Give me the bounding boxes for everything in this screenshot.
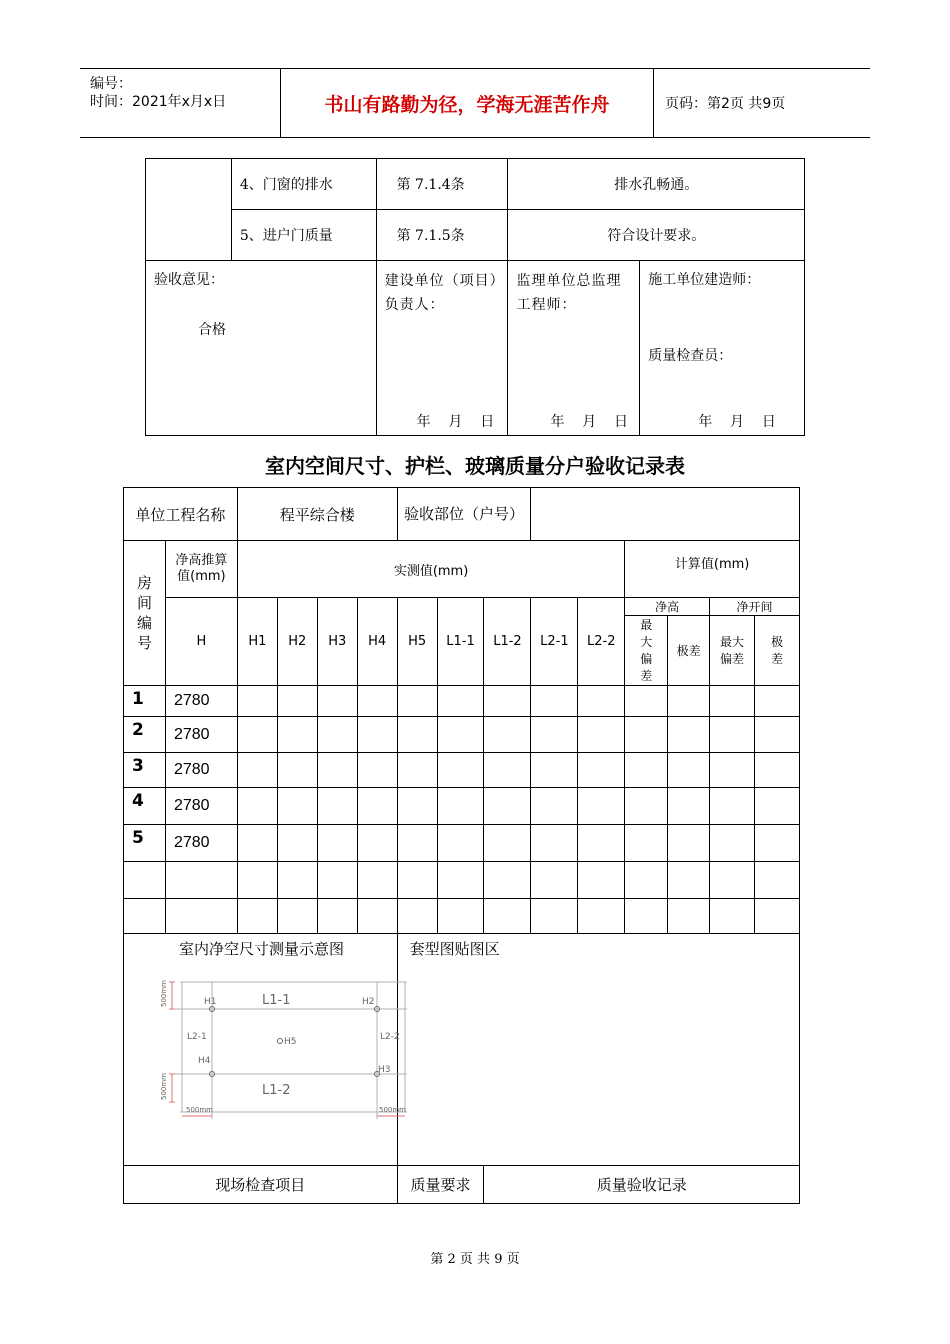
value-cell [531,825,578,862]
value-cell [484,686,531,717]
value-cell [531,862,578,899]
value-cell [437,753,484,788]
value-cell [397,753,437,788]
value-cell [578,788,625,825]
room-number-cell [124,862,166,899]
date-blank: 年 月 日 [416,414,495,430]
item-cell: 5、进户门质量 [231,210,376,261]
contractor-sign-cell [640,261,805,436]
value-cell [437,717,484,753]
value-cell [578,899,625,934]
room-number-cell: 5 [124,825,166,862]
value-cell [578,825,625,862]
measure-col-header: L2-2 [578,598,625,686]
value-cell [357,825,397,862]
value-cell [531,717,578,753]
value-cell [277,753,317,788]
value-cell [237,686,277,717]
value-cell [317,717,357,753]
value-cell [317,753,357,788]
value-cell [531,788,578,825]
value-cell [437,899,484,934]
value-cell [668,788,710,825]
value-cell [755,899,800,934]
calc-col-header: 极差 [668,616,710,686]
value-cell [237,788,277,825]
value-cell [397,862,437,899]
opinion-value: 合格 [198,322,226,338]
value-cell [237,717,277,753]
result-cell: 符合设计要求。 [508,210,805,261]
value-cell [484,788,531,825]
value-cell [668,686,710,717]
diagram-label-h2: H2 [362,997,375,1007]
measure-col-header: L1-2 [484,598,531,686]
calc-header: 计算值(mm) [625,541,800,598]
value-cell [237,753,277,788]
value-cell [317,825,357,862]
check-item-header: 现场检查项目 [124,1166,398,1204]
value-cell [277,686,317,717]
measurement-row [124,788,800,825]
net-height-group-header: 净高 [625,598,710,616]
unit-name-value: 程平综合楼 [237,488,397,541]
diagram-label-l2-2: L2-2 [380,1032,400,1042]
page-footer: 第 2 页 共 9 页 [430,1252,520,1267]
diagram-label-h5: H5 [284,1037,297,1047]
room-number-cell [124,899,166,934]
value-cell [755,717,800,753]
builder-sign-cell [376,261,508,436]
value-cell [317,862,357,899]
room-number-cell: 2 [124,717,166,753]
value-cell [317,899,357,934]
value-cell [710,862,755,899]
measurement-table [123,487,800,1204]
measurement-row [124,753,800,788]
measurement-row [124,899,800,934]
value-cell [237,862,277,899]
merged-category-cell [146,159,232,261]
header-motto: 书山有路勤为径，学海无涯苦作舟 [281,69,654,137]
value-cell [357,899,397,934]
value-cell [531,899,578,934]
value-cell [668,753,710,788]
diagram-label-l2-1: L2-1 [187,1032,207,1042]
calc-col-header: 最大偏差 [710,616,755,686]
diagram-label-h4: H4 [198,1056,211,1066]
net-height-cell: 2780 [165,788,237,825]
value-cell [578,717,625,753]
diagram-dim-label: 500mm [160,1073,168,1100]
measurement-row [124,717,800,753]
header-meta [80,69,281,137]
value-cell [625,686,668,717]
result-cell: 排水孔畅通。 [508,159,805,210]
value-cell [437,862,484,899]
header-page-label: 页码：第2页 共9页 [665,96,786,112]
paste-label: 套型图贴图区 [409,940,500,958]
net-height-cell [165,899,237,934]
measure-col-header: H5 [397,598,437,686]
measure-col-header: H4 [357,598,397,686]
measured-header: 实测值(mm) [237,541,624,598]
net-height-header: 净高推算值(mm) [165,541,237,598]
value-cell [710,717,755,753]
calc-col-header: 最大偏差 [625,616,668,686]
diagram-label-h3: H3 [378,1065,391,1075]
value-cell [578,753,625,788]
value-cell [578,686,625,717]
value-cell [531,753,578,788]
value-cell [710,753,755,788]
floorplan-paste-area [397,934,799,1166]
part-value [531,488,800,541]
value-cell [437,825,484,862]
measure-col-header: H1 [237,598,277,686]
contractor-label: 施工单位建造师： [648,272,761,288]
supervisor-label: 监理单位总监理工程师： [516,273,622,313]
value-cell [668,862,710,899]
value-cell [484,899,531,934]
measurement-row [124,862,800,899]
value-cell [668,899,710,934]
value-cell [277,825,317,862]
value-cell [317,686,357,717]
diagram-cell [124,934,406,1166]
calc-col-header: 极差 [755,616,800,686]
value-cell [755,825,800,862]
quality-req-header: 质量要求 [397,1166,484,1204]
page-header [80,68,870,138]
form-title: 室内空间尺寸、护栏、玻璃质量分户验收记录表 [265,454,685,478]
value-cell [578,862,625,899]
date-label: 时间：2021年x月x日 [90,94,227,110]
value-cell [277,862,317,899]
value-cell [710,788,755,825]
value-cell [484,717,531,753]
value-cell [668,825,710,862]
diagram-label-h1: H1 [204,997,217,1007]
value-cell [357,753,397,788]
supervisor-sign-cell [508,261,640,436]
value-cell [755,686,800,717]
clause-cell: 第 7.1.5条 [376,210,508,261]
value-cell [710,686,755,717]
serial-label: 编号： [90,76,132,92]
value-cell [437,686,484,717]
net-height-cell: 2780 [165,753,237,788]
value-cell [484,753,531,788]
value-cell [397,686,437,717]
unit-name-label: 单位工程名称 [124,488,238,541]
value-cell [397,788,437,825]
value-cell [710,899,755,934]
value-cell [277,899,317,934]
value-cell [277,788,317,825]
clause-cell: 第 7.1.4条 [376,159,508,210]
value-cell [277,717,317,753]
value-cell [755,862,800,899]
measure-col-header: L2-1 [531,598,578,686]
diagram-dim-label: 500mm [379,1106,406,1114]
measure-col-header: H3 [317,598,357,686]
net-height-cell: 2780 [165,686,237,717]
measure-col-header: L1-1 [437,598,484,686]
quality-inspector-label: 质量检查员： [648,348,733,364]
item-cell: 4、门窗的排水 [231,159,376,210]
measurement-row [124,686,800,717]
diagram-label-l1-1: L1-1 [262,993,291,1008]
room-number-cell: 3 [124,753,166,788]
value-cell [484,825,531,862]
value-cell [357,686,397,717]
net-height-cell: 2780 [165,717,237,753]
value-cell [397,899,437,934]
value-cell [755,753,800,788]
value-cell [437,788,484,825]
opinion-cell [146,261,377,436]
value-cell [397,717,437,753]
value-cell [625,825,668,862]
quality-record-header: 质量验收记录 [484,1166,800,1204]
value-cell [755,788,800,825]
value-cell [484,862,531,899]
builder-label: 建设单位（项目）负责人： [384,273,498,313]
room-number-cell: 1 [124,686,166,717]
value-cell [317,788,357,825]
measurement-row [124,825,800,862]
value-cell [237,825,277,862]
acceptance-table-continued [145,158,805,436]
value-cell [357,862,397,899]
date-blank: 年 月 日 [698,414,776,430]
value-cell [357,788,397,825]
date-blank: 年 月 日 [550,414,629,430]
net-width-group-header: 净开间 [710,598,800,616]
value-cell [625,753,668,788]
value-cell [237,899,277,934]
diagram-label-l1-2: L1-2 [262,1083,291,1098]
h-col-header: H [165,598,237,686]
room-number-cell: 4 [124,788,166,825]
value-cell [625,862,668,899]
value-cell [668,717,710,753]
value-cell [357,717,397,753]
measure-col-header: H2 [277,598,317,686]
value-cell [531,686,578,717]
part-label: 验收部位（户号） [397,488,531,541]
diagram-label: 室内净空尺寸测量示意图 [179,940,345,958]
net-height-cell [165,862,237,899]
opinion-label: 验收意见： [154,272,224,288]
measurement-diagram [152,974,442,1124]
value-cell [625,717,668,753]
diagram-dim-label: 500mm [160,980,168,1007]
value-cell [397,825,437,862]
value-cell [710,825,755,862]
room-no-header: 房间编号 [124,541,166,686]
net-height-cell: 2780 [165,825,237,862]
value-cell [625,899,668,934]
value-cell [625,788,668,825]
diagram-dim-label: 500mm [186,1106,213,1114]
